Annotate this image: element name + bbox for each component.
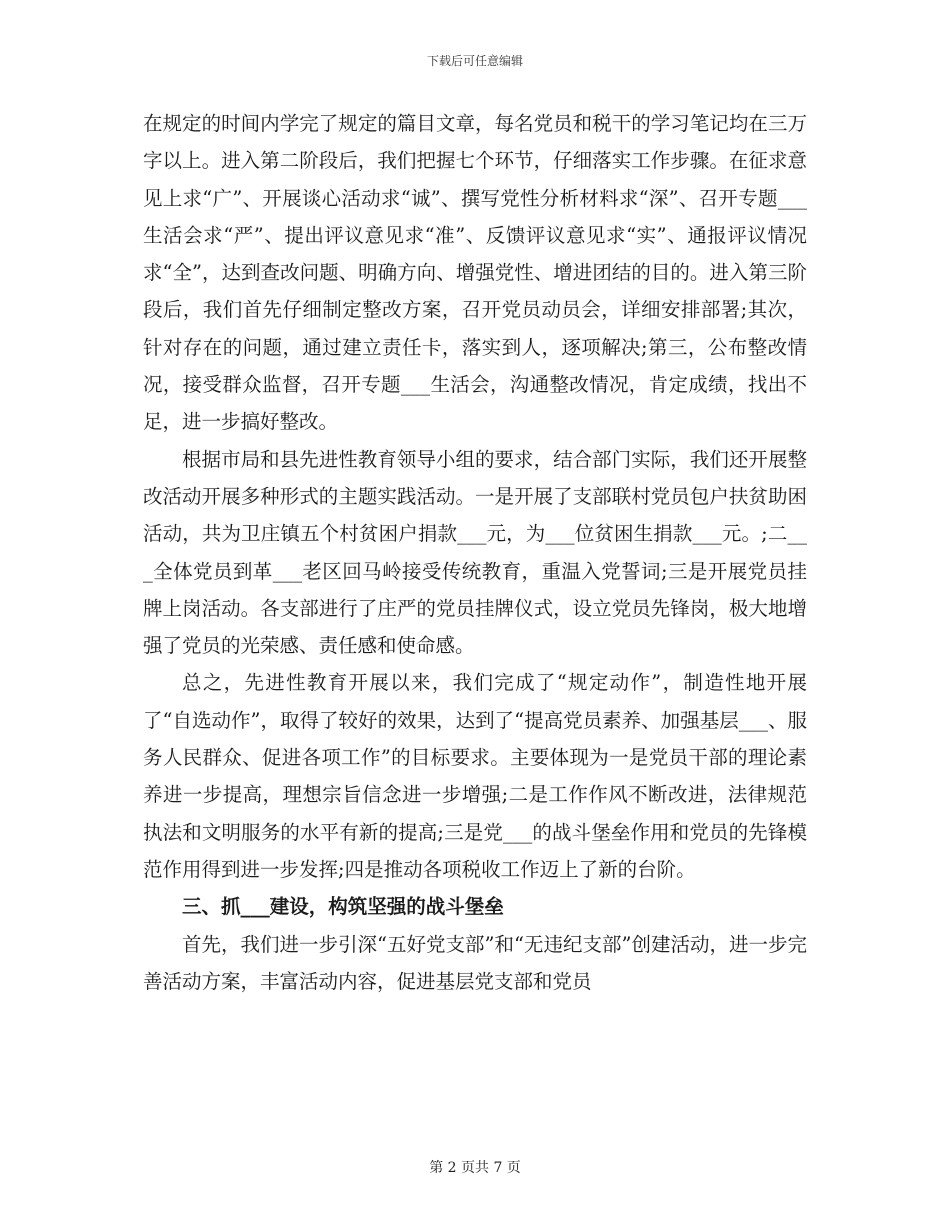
paragraph-2: 根据市局和县先进性教育领导小组的要求，结合部门实际，我们还开展整改活动开展多种形式的主题实践活动。一是开展了支部联村党员包户扶贫助困活动，共为卫庄镇五个村贫困户捐款___元，为___位贫困生捐款___元。;二___全体党员到革___老区回马岭接受传统教育，重温入党誓词;三是开展党员挂牌上岗活动。各支部进行了庄严的党员挂牌仪式，设立党员先锋岗，极大地增强了党员的光荣感、责任感和使命感。	[143, 447, 807, 658]
page-header-note: 下载后可任意编辑	[426, 54, 523, 68]
page-number: 第 2 页共 7 页	[429, 1160, 521, 1176]
section-heading: 三、抓___建设，构筑坚强的战斗堡垒	[182, 895, 504, 919]
paragraph-3: 总之，先进性教育开展以来，我们完成了“规定动作”，制造性地开展了“自选动作”，取得了较好的效果，达到了“提高党员素养、加强基层___、服务人民群众、促进各项工作”的目标要求。主要体现为一是党员干部的理论素养进一步提高，理想宗旨信念进一步增强;二是工作作风不断改进，法律规范执法和文明服务的水平有新的提高;三是党___的战斗堡垒作用和党员的先锋模范作用得到进一步发挥;四是推动各项税收工作迈上了新的台阶。	[143, 671, 807, 881]
paragraph-4: 首先，我们进一步引深“五好党支部”和“无违纪支部”创建活动，进一步完善活动方案，丰富活动内容，促进基层党支部和党员	[143, 932, 807, 993]
paragraph-1: 在规定的时间内学完了规定的篇目文章，每名党员和税干的学习笔记均在三万字以上。进入第二阶段后，我们把握七个环节，仔细落实工作步骤。在征求意见上求“广”、开展谈心活动求“诚”、撰写党性分析材料求“深”、召开专题___生活会求“严”、提出评议意见求“准”、反馈评议意见求“实”、通报评议情况求“全”，达到查改问题、明确方向、增强党性、增进团结的目的。进入第三阶段后，我们首先仔细制定整改方案，召开党员动员会，详细安排部署;其次，针对存在的问题，通过建立责任卡，落实到人，逐项解决;第三，公布整改情况，接受群众监督，召开专题___生活会，沟通整改情况，肯定成绩，找出不足，进一步搞好整改。	[143, 112, 807, 434]
document-body	[143, 105, 807, 1000]
